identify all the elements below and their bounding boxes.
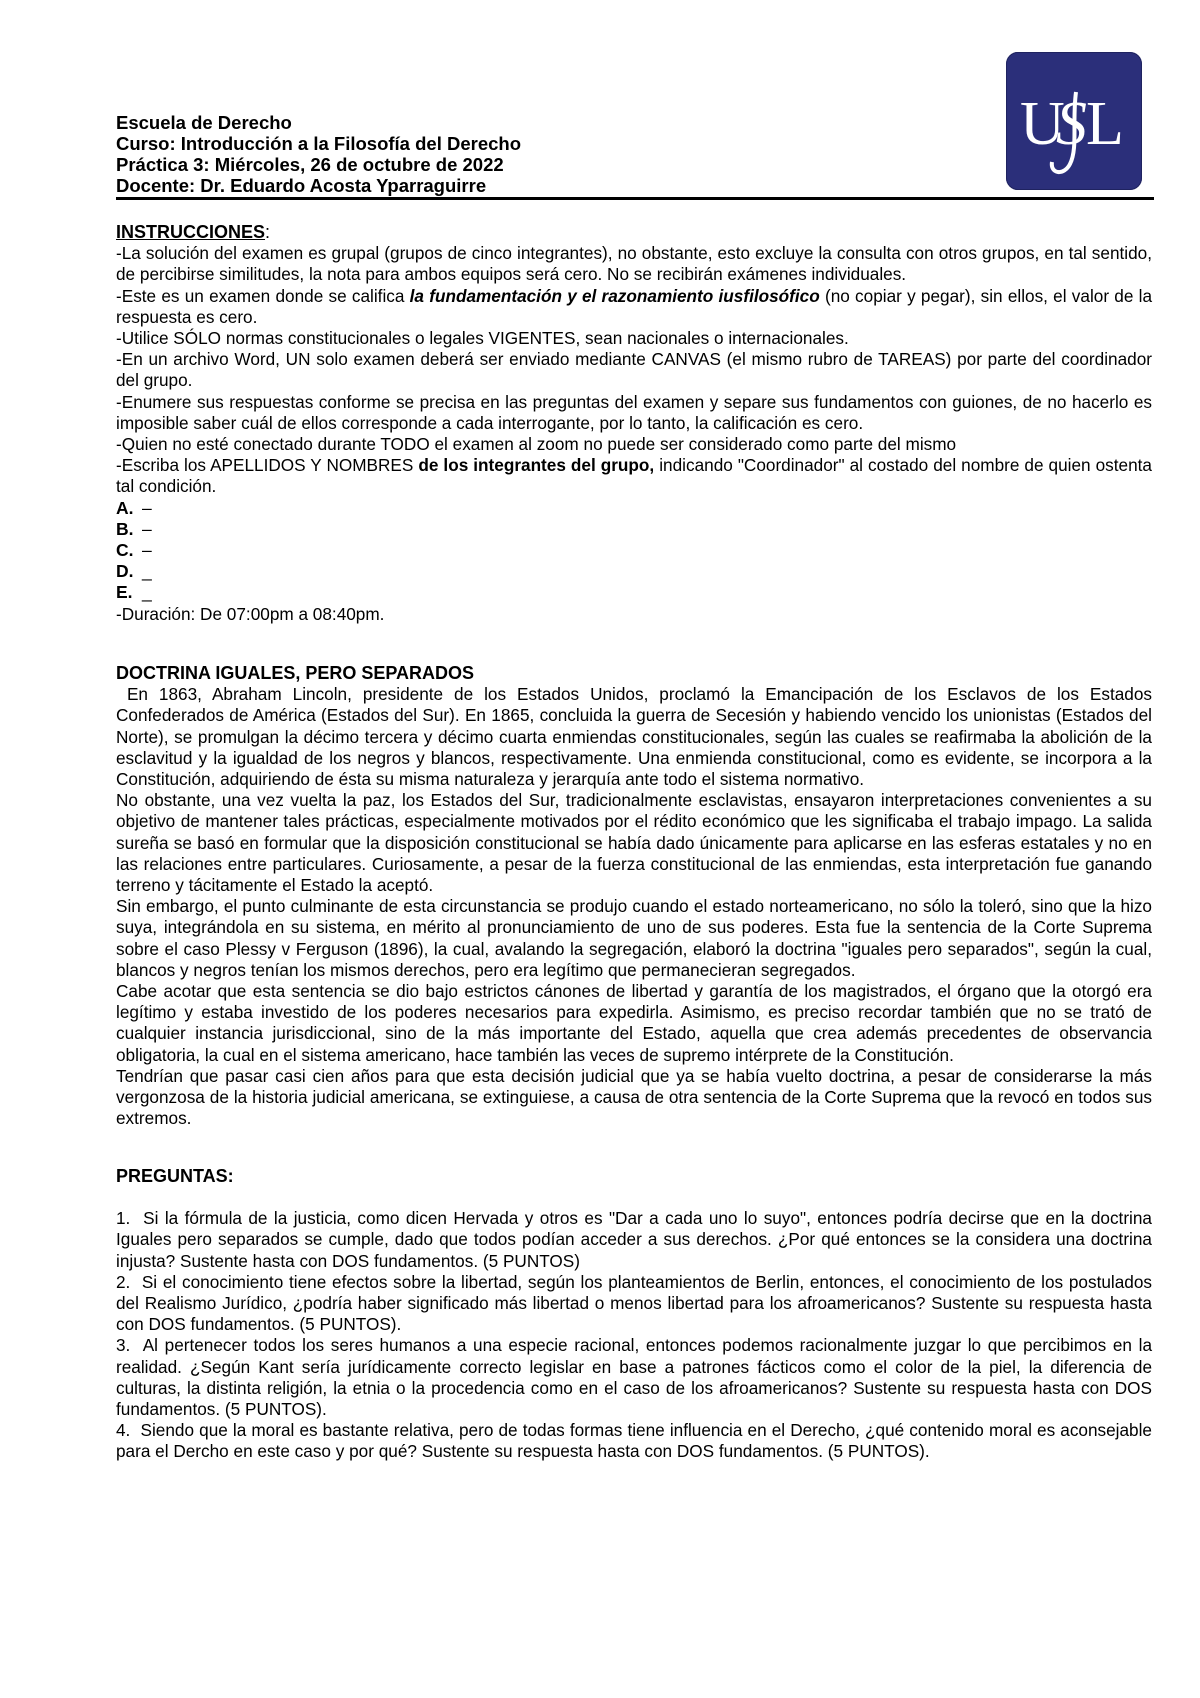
member-letter: A.	[116, 497, 134, 518]
member-blank: –	[142, 540, 152, 561]
member-blank: _	[142, 561, 152, 582]
member-item	[116, 582, 1152, 603]
practice-date: Práctica 3: Miércoles, 26 de octubre de 2022	[116, 154, 504, 175]
question-item: 2. Si el conocimiento tiene efectos sobre la libertad, según los planteamientos de Berlin, entonces, el conocimiento de los postulados del Realismo Jurídico, ¿podría haber significado más libertad o menos libertad para los afroamericanos? Sustente su respuesta hasta con DOS fundamentos. (5 PUNTOS).	[116, 1271, 1157, 1335]
preguntas-section	[116, 1166, 1157, 1463]
preguntas-title: PREGUNTAS:	[116, 1166, 234, 1186]
member-item	[116, 540, 1152, 561]
doctrina-paragraph: En 1863, Abraham Lincoln, presidente de los Estados Unidos, proclamó la Emancipación de los Esclavos de los Estados Confederados de América (Estados del Sur). En 1865, concluida la guerra de Secesión y habiendo vencido los unionistas (Estados del Norte), se promulgan la décimo tercera y décimo cuarta enmiendas constitucionales, según las cuales se reafirmaba la abolición de la esclavitud y la igualdad de los negros y blancos, respectivamente. Una enmienda constitucional, como es evidente, se incorpora a la Constitución, adquiriendo de ésta su misma naturaleza y jerarquía ante todo el sistema normativo.	[116, 684, 1157, 790]
instruction-1: -La solución del examen es grupal (grupos de cinco integrantes), no obstante, esto excluye la consulta con otros grupos, en tal sentido, de percibirse similitudes, la nota para ambos equipos será cero. No se recibirán exámenes individuales.	[116, 243, 1152, 285]
exam-duration: -Duración: De 07:00pm a 08:40pm.	[116, 603, 385, 624]
instruction-7	[116, 455, 1152, 497]
member-blank: _	[142, 582, 152, 603]
instruction-4: -En un archivo Word, UN solo examen deberá ser enviado mediante CANVAS (el mismo rubro de TAREAS) por parte del coordinador del grupo.	[116, 349, 1152, 391]
question-item: 3. Al pertenecer todos los seres humanos a una especie racional, entonces podemos racionalmente juzgar lo que percibimos en la realidad. ¿Según Kant sería jurídicamente correcto legislar en base a patrones fácticos como el color de la piel, la diferencia de culturas, la distinta religión, la etnia o la procedencia como en el caso de los afroamericanos? Sustente su respuesta hasta con DOS fundamentos. (5 PUNTOS).	[116, 1335, 1157, 1420]
document-header	[116, 112, 1152, 196]
instruction-2-emphasis: la fundamentación y el razonamiento iusfilosófico	[409, 285, 820, 306]
member-item	[116, 561, 1152, 582]
doctrina-section	[116, 663, 1157, 1129]
instructions-title: INSTRUCCIONES	[116, 222, 266, 242]
doctrina-paragraph: Cabe acotar que esta sentencia se dio bajo estrictos cánones de libertad y garantía de los magistrados, el órgano que la otorgó era legítimo y estaba investido de los poderes necesarios para expedirla. Asimismo, es preciso recordar también que no se trató de cualquier instancia jurisdiccional, sino de la más importante del Estado, aquella que crea además precedentes de observancia obligatoria, la cual en el sistema americano, hace también las veces de supremo intérprete de la Constitución.	[116, 981, 1152, 1065]
instructions-colon: :	[265, 222, 271, 242]
member-blank: –	[142, 497, 152, 518]
member-item	[116, 519, 1152, 540]
question-item: 1. Si la fórmula de la justicia, como dicen Hervada y otros es "Dar a cada uno lo suyo", entonces podría decirse que en la doctrina Iguales pero separados se cumple, dado que todos podían acceder a sus derechos. ¿Por qué entonces se la considera una doctrina injusta? Sustente hasta con DOS fundamentos. (5 PUNTOS)	[116, 1208, 1157, 1271]
instruction-2-part-c: (no copiar y pegar), sin ellos, el valor de la respuesta es cero.	[116, 285, 1153, 327]
spacer	[116, 1187, 1152, 1208]
instruction-3: -Utilice SÓLO normas constitucionales o legales VIGENTES, sean nacionales o internacionales.	[116, 328, 849, 349]
member-letter: D.	[116, 561, 134, 582]
member-letter: C.	[116, 540, 134, 561]
member-letter: E.	[116, 582, 133, 603]
school-name: Escuela de Derecho	[116, 112, 292, 133]
instruction-7-emphasis: de los integrantes del grupo,	[418, 455, 655, 476]
instruction-7-part-a: -Escriba los APELLIDOS Y NOMBRES	[116, 455, 419, 476]
instruction-5: -Enumere sus respuestas conforme se precisa en las preguntas del examen y separe sus fundamentos con guiones, de no hacerlo es imposible saber cuál de ellos corresponde a cada interrogante, por lo tanto, la calificación es cero.	[116, 391, 1152, 433]
instruction-2	[116, 286, 1152, 328]
instruction-7-part-c: indicando "Coordinador" al costado del nombre de quien ostenta tal condición.	[116, 455, 1152, 497]
doctrina-paragraph: Sin embargo, el punto culminante de esta circunstancia se produjo cuando el estado norteamericano, no sólo la toleró, sino que la hizo suya, integrándola en su sistema, en mérito al pronunciamiento de uno de sus poderes. Esta fue la sentencia de la Corte Suprema sobre el caso Plessy v Ferguson (1896), la cual, avalando la segregación, elaboró la doctrina "iguales pero separados", según la cual, blancos y negros tenían los mismos derechos, pero era legítimo que permanecieran segregados.	[116, 896, 1152, 980]
header-divider	[116, 197, 1154, 200]
svg-text:L: L	[1086, 90, 1124, 158]
doctrina-title: DOCTRINA IGUALES, PERO SEPARADOS	[116, 663, 475, 683]
doctrina-paragraph: No obstante, una vez vuelta la paz, los Estados del Sur, tradicionalmente esclavistas, ensayaron interpretaciones convenientes a su objetivo de mantener tales prácticas, especialmente motivados por el rédito económico que les significaba el trabajo impago. La salida sureña se basó en formular que la disposición constitucional se había dado únicamente para aplicarse en las esferas estatales y no en las relaciones entre particulares. Curiosamente, a pesar de la fuerza constitucional de las enmiendas, esta interpretación fue ganando terreno y tácitamente el Estado la aceptó.	[116, 790, 1152, 896]
svg-text:S: S	[1056, 90, 1087, 158]
instruction-6: -Quien no esté conectado durante TODO el examen al zoom no puede ser considerado como parte del mismo	[116, 434, 957, 455]
doctrina-paragraph: Tendrían que pasar casi cien años para que esta decisión judicial que ya se había vuelto doctrina, a pesar de considerarse la más vergonzosa de la historia judicial americana, se extinguiese, a causa de otra sentencia de la Corte Suprema que la revocó en todos sus extremos.	[116, 1065, 1152, 1129]
instructions-section	[116, 222, 1152, 625]
teacher-name: Docente: Dr. Eduardo Acosta Yparraguirre	[116, 175, 487, 196]
instructions-heading	[116, 222, 1152, 243]
course-name: Curso: Introducción a la Filosofía del Derecho	[116, 133, 522, 154]
member-letter: B.	[116, 518, 134, 539]
question-item: 4. Siendo que la moral es bastante relativa, pero de todas formas tiene influencia en el Derecho, ¿qué contenido moral es aconsejable para el Dercho en este caso y por qué? Sustente su respuesta hasta con DOS fundamentos. (5 PUNTOS).	[116, 1420, 1157, 1462]
member-blank: –	[142, 518, 152, 539]
member-item	[116, 498, 1152, 519]
svg-text:U: U	[1020, 90, 1065, 158]
instruction-2-part-a: -Este es un examen donde se califica	[116, 285, 410, 306]
